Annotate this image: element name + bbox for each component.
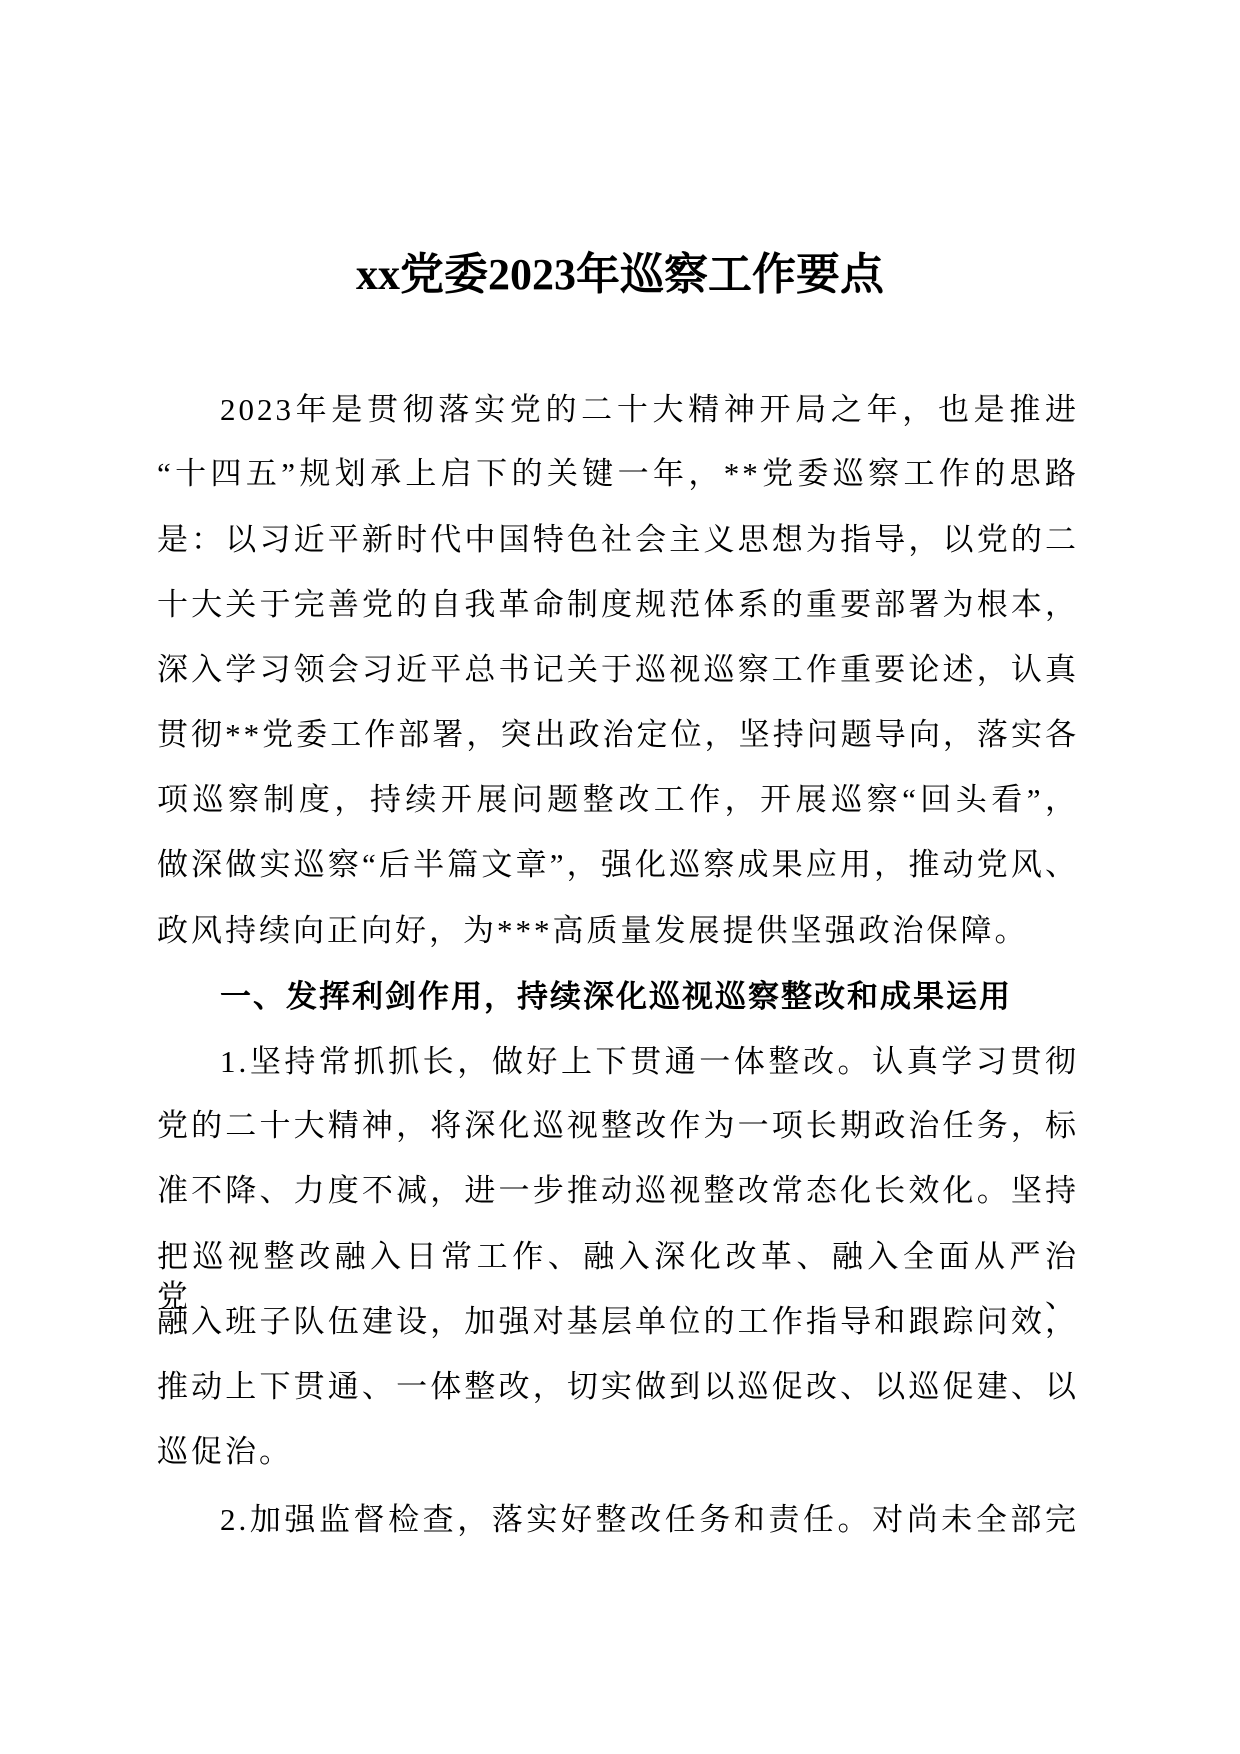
document-title: xx党委2023年巡察工作要点 (356, 250, 884, 299)
text-line: 贯彻**党委工作部署，突出政治定位，坚持问题导向，落实各 (157, 717, 1079, 752)
text-line: 是：以习近平新时代中国特色社会主义思想为指导，以党的二 (157, 522, 1079, 557)
text-line: 巡促治。 (157, 1434, 293, 1469)
text-line: 党的二十大精神，将深化巡视整改作为一项长期政治任务，标 (157, 1108, 1079, 1143)
text-line: 深入学习领会习近平总书记关于巡视巡察工作重要论述，认真 (157, 652, 1079, 687)
text-line: 政风持续向正向好，为***高质量发展提供坚强政治保障。 (157, 913, 1029, 948)
text-line: 融入班子队伍建设，加强对基层单位的工作指导和跟踪问效， (157, 1304, 1079, 1339)
text-line: 项巡察制度，持续开展问题整改工作，开展巡察“回头看”， (157, 782, 1079, 817)
text-line: 1.坚持常抓抓长，做好上下贯通一体整改。认真学习贯彻 (220, 1044, 1079, 1079)
text-line: “十四五”规划承上启下的关键一年，**党委巡察工作的思路 (157, 456, 1079, 491)
text-line: 推动上下贯通、一体整改，切实做到以巡促改、以巡促建、以 (157, 1369, 1079, 1404)
text-line: 十大关于完善党的自我革命制度规范体系的重要部署为根本， (157, 587, 1079, 622)
text-line: 做深做实巡察“后半篇文章”，强化巡察成果应用，推动党风、 (157, 847, 1079, 882)
text-line: 2023年是贯彻落实党的二十大精神开局之年，也是推进 (220, 392, 1079, 427)
text-line: 准不降、力度不减，进一步推动巡视整改常态化长效化。坚持 (157, 1173, 1079, 1208)
text-line: 2.加强监督检查，落实好整改任务和责任。对尚未全部完 (220, 1502, 1079, 1537)
section-heading: 一、发挥利剑作用，持续深化巡视巡察整改和成果运用 (220, 979, 1012, 1014)
text-line: 把巡视整改融入日常工作、融入深化改革、融入全面从严治党、 (157, 1239, 1079, 1314)
